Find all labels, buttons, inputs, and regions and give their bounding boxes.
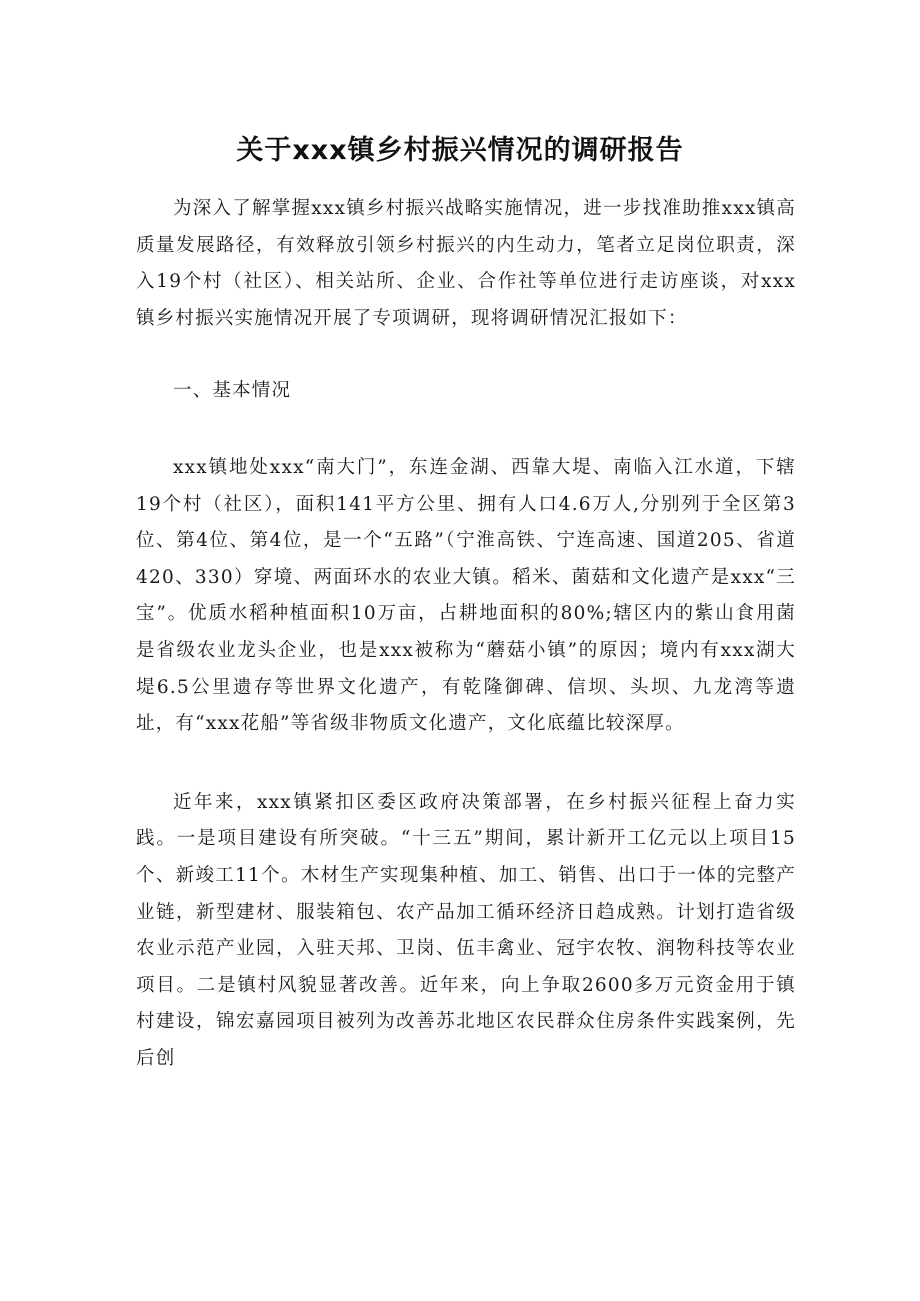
intro-paragraph: 为深入了解掌握xxx镇乡村振兴战略实施情况，进一步找准助推xxx镇高质量发展路径，有效释放引领乡村振兴的内生动力，笔者立足岗位职责，深入19个村（社区）、相关站所、企业、合作社等单位进行走访座谈，对xxx镇乡村振兴实施情况开展了专项调研，现将调研情况汇报如下： [136,198,796,329]
section-heading-basic: 一、基本情况 [173,380,292,402]
document-title: 关于xxx镇乡村振兴情况的调研报告 [236,135,684,166]
document-body [136,191,796,1077]
recent-years-paragraph: 近年来，xxx镇紧扣区委区政府决策部署，在乡村振兴征程上奋力实践。一是项目建设有所突破。“十三五”期间，累计新开工亿元以上项目15个、新竣工11个。木材生产实现集种植、加工、销售、出口于一体的完整产业链，新型建材、服装箱包、农产品加工循环经济日趋成熟。计划打造省级农业示范产业园，入驻天邦、卫岗、伍丰禽业、冠宇农牧、润物科技等农业项目。二是镇村风貌显著改善。近年来，向上争取2600多万元资金用于镇村建设，锦宏嘉园项目被列为改善苏北地区农民群众住房条件实践案例，先后创 [136,791,796,1069]
basic-situation-paragraph: xxx镇地处xxx“南大门”，东连金湖、西靠大堤、南临入江水道，下辖19个村（社区），面积141平方公里、拥有人口4.6万人,分别列于全区第3位、第4位、第4位，是一个“五路”（宁淮高铁、宁连高速、国道205、省道420、330）穿境、两面环水的农业大镇。稻米、菌菇和文化遗产是xxx“三宝”。优质水稻种植面积10万亩，占耕地面积的80%;辖区内的紫山食用菌是省级农业龙头企业，也是xxx被称为“蘑菇小镇”的原因；境内有xxx湖大堤6.5公里遗存等世界文化遗产，有乾隆御碑、信坝、头坝、九龙湾等遗址，有“xxx花船”等省级非物质文化遗产，文化底蕴比较深厚。 [136,456,796,735]
